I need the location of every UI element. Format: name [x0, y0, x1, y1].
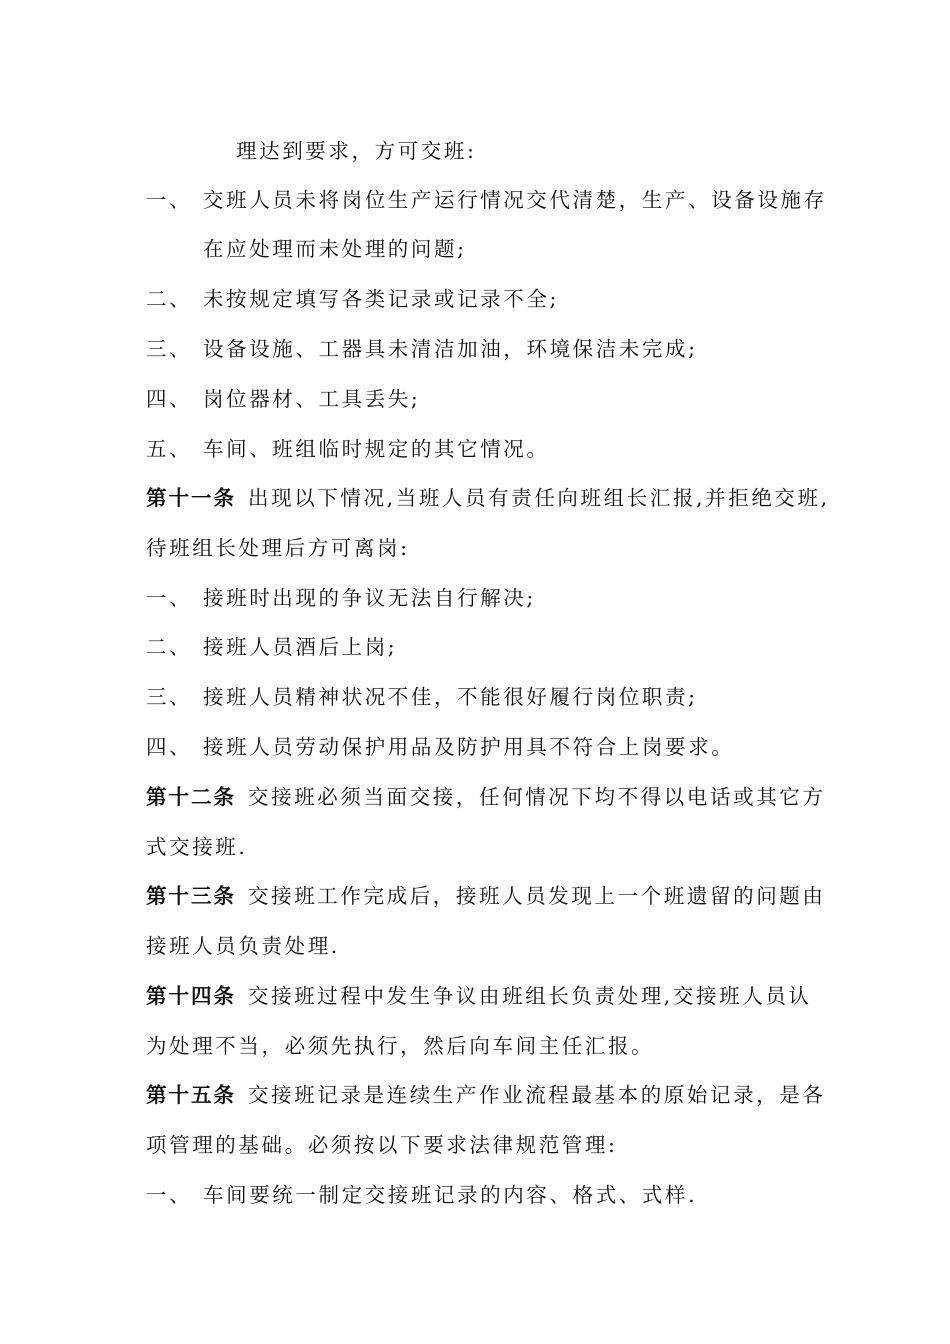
article-text: 交接班必须当面交接，任何情况下均不得以电话或其它方 — [248, 785, 826, 809]
article-14-continuation: 为处理不当，必须先执行，然后向车间主任汇报。 — [146, 1034, 655, 1058]
list-item-text-continuation: 在应处理而未处理的问题; — [203, 237, 467, 261]
list-number: 一、 — [146, 1183, 193, 1207]
article-13 — [146, 883, 826, 909]
article-14 — [146, 983, 812, 1009]
article-text: 出现以下情况,当班人员有责任向班组长汇报,并拒绝交班, — [248, 486, 830, 510]
intro-continuation: 理达到要求，方可交班: — [236, 139, 477, 163]
list-item-text: 车间要统一制定交接班记录的内容、格式、式样. — [203, 1183, 698, 1207]
article-title: 第十二条 — [146, 785, 236, 809]
list-number: 二、 — [146, 635, 193, 659]
article-12 — [146, 784, 826, 810]
article-15 — [146, 1082, 826, 1108]
article-title: 第十三条 — [146, 884, 236, 908]
list-item-text: 设备设施、工器具未清洁加油，环境保洁未完成; — [203, 337, 698, 361]
list-item-text: 岗位器材、工具丢失; — [203, 387, 421, 411]
article-15-continuation: 项管理的基础。必须按以下要求法律规范管理: — [146, 1133, 618, 1157]
list-number: 二、 — [146, 287, 193, 311]
article-text: 交接班记录是连续生产作业流程最基本的原始记录，是各 — [248, 1083, 826, 1107]
list-item-text: 未按规定填写各类记录或记录不全; — [203, 287, 560, 311]
list-number: 三、 — [146, 685, 193, 709]
article-title: 第十四条 — [146, 984, 236, 1008]
list-item-text: 交班人员未将岗位生产运行情况交代清楚，生产、设备设施存 — [203, 188, 827, 212]
article-12-continuation: 式交接班. — [146, 835, 248, 859]
list-item-text: 接班人员劳动保护用品及防护用具不符合上岗要求。 — [203, 735, 735, 759]
article-title: 第十一条 — [146, 486, 236, 510]
article-11 — [146, 485, 830, 511]
list-item-text: 接班人员酒后上岗; — [203, 635, 398, 659]
article-text: 交接班过程中发生争议由班组长负责处理,交接班人员认 — [248, 984, 812, 1008]
article-text: 交接班工作完成后，接班人员发现上一个班遗留的问题由 — [248, 884, 826, 908]
list-number: 四、 — [146, 735, 193, 759]
list-item-text: 接班人员精神状况不佳，不能很好履行岗位职责; — [203, 685, 698, 709]
list-item-text: 车间、班组临时规定的其它情况。 — [203, 437, 550, 461]
article-title: 第十五条 — [146, 1083, 236, 1107]
list-number: 四、 — [146, 387, 193, 411]
list-number: 一、 — [146, 586, 193, 610]
list-item-text: 接班时出现的争议无法自行解决; — [203, 586, 536, 610]
list-number: 五、 — [146, 437, 193, 461]
article-11-continuation: 待班组长处理后方可离岗: — [146, 536, 410, 560]
list-number: 一、 — [146, 188, 193, 212]
article-13-continuation: 接班人员负责处理. — [146, 934, 340, 958]
list-number: 三、 — [146, 337, 193, 361]
